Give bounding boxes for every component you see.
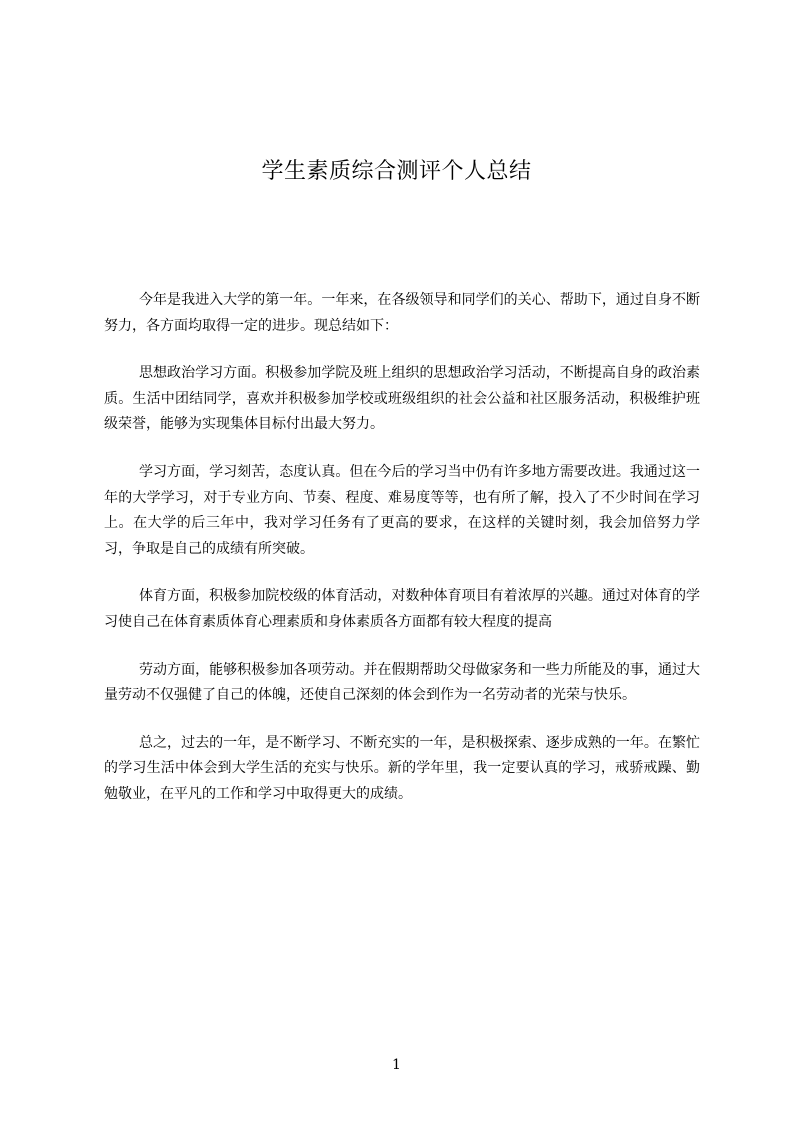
document-body	[104, 288, 700, 808]
paragraph-academic-study: 学习方面，学习刻苦，态度认真。但在今后的学习当中仍有许多地方需要改进。我通过这一年的大学学习，对于专业方向、节奏、程度、难易度等等，也有所了解，投入了不少时间在学习上。在大学的后三年中，我对学习任务有了更高的要求，在这样的关键时刻，我会加倍努力学习，争取是自己的成绩有所突破。	[104, 463, 700, 557]
document-title: 学生素质综合测评个人总结	[261, 158, 532, 184]
paragraph-labor: 劳动方面，能够积极参加各项劳动。并在假期帮助父母做家务和一些力所能及的事，通过大量劳动不仅强健了自己的体魄，还使自己深刻的体会到作为一名劳动者的光荣与快乐。	[104, 661, 700, 704]
paragraph-sports: 体育方面，积极参加院校级的体育活动，对数种体育项目有着浓厚的兴趣。通过对体育的学习使自己在体育素质体育心理素质和身体素质各方面都有较大程度的提高	[104, 588, 700, 630]
paragraph-intro: 今年是我进入大学的第一年。一年来，在各级领导和同学们的关心、帮助下，通过自身不断努力，各方面均取得一定的进步。现总结如下：	[104, 292, 700, 334]
paragraph-political-study: 思想政治学习方面。积极参加学院及班上组织的思想政治学习活动，不断提高自身的政治素质。生活中团结同学，喜欢并积极参加学校或班级组织的社会公益和社区服务活动，积极维护班级荣誉，能够为实现集体目标付出最大努力。	[104, 365, 700, 433]
paragraph-conclusion: 总之，过去的一年，是不断学习、不断充实的一年，是积极探索、逐步成熟的一年。在繁忙的学习生活中体会到大学生活的充实与快乐。新的学年里，我一定要认真的学习，戒骄戒躁、勤勉敬业，在平凡的工作和学习中取得更大的成绩。	[104, 734, 700, 802]
page-number: 1	[392, 1057, 401, 1073]
